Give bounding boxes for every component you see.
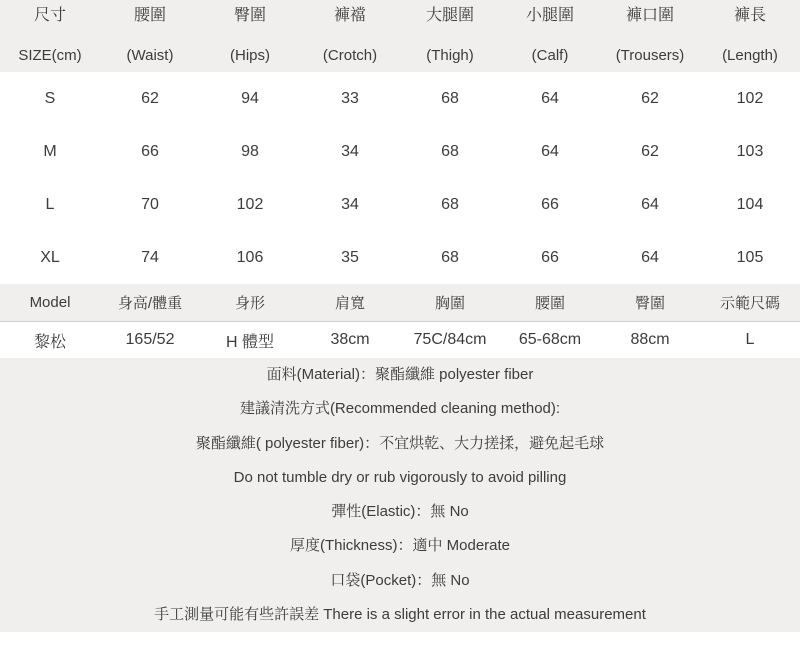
- column-header-zh: 褲口圍: [625, 7, 674, 24]
- size-label: M: [43, 142, 57, 160]
- size-row-m: [0, 125, 800, 178]
- info-line-thickness: 厚度(Thickness)：適中 Moderate: [289, 537, 511, 555]
- model-demo-size: L: [745, 331, 755, 348]
- size-label: S: [44, 89, 56, 107]
- size-row-l: [0, 178, 800, 231]
- info-line-elastic: 彈性(Elastic)：無 No: [331, 503, 469, 521]
- column-header-en: (Calf): [531, 47, 569, 64]
- column-header-en: SIZE(cm): [18, 47, 82, 64]
- size-row-xl: [0, 231, 800, 284]
- model-header-cell: 身形: [234, 295, 265, 312]
- info-line-pocket: 口袋(Pocket)：無 No: [330, 571, 470, 589]
- thigh-value: 68: [441, 142, 459, 160]
- model-value-row: [0, 322, 800, 358]
- column-header-en: (Thigh): [426, 47, 474, 64]
- column-header-en: (Crotch): [322, 47, 378, 64]
- column-header-en: (Length): [722, 47, 778, 64]
- column-header-zh: 尺寸: [33, 7, 66, 24]
- crotch-value: 33: [341, 89, 359, 107]
- hips-value: 94: [241, 89, 259, 107]
- waist-value: 66: [141, 142, 159, 160]
- model-shoulder: 38cm: [330, 331, 370, 348]
- hips-value: 106: [236, 248, 264, 266]
- model-body-type: H 體型: [225, 333, 274, 351]
- length-value: 104: [736, 195, 764, 213]
- model-header-cell: 肩寬: [334, 295, 365, 312]
- thigh-value: 68: [441, 248, 459, 266]
- model-header-cell: 臀圍: [634, 295, 665, 312]
- column-header-thigh: [400, 2, 500, 72]
- column-header-hips: [200, 2, 300, 72]
- waist-value: 62: [141, 89, 159, 107]
- crotch-value: 34: [341, 142, 359, 160]
- column-header-zh: 大腿圍: [425, 7, 474, 24]
- info-line-cleaning-title: 建議清洗方式(Recommended cleaning method):: [239, 400, 561, 418]
- size-label: XL: [40, 248, 60, 266]
- length-value: 102: [736, 89, 764, 107]
- length-value: 105: [736, 248, 764, 266]
- model-header-cell: 示範尺碼: [719, 295, 780, 312]
- waist-value: 70: [141, 195, 159, 213]
- calf-value: 66: [541, 195, 559, 213]
- crotch-value: 35: [341, 248, 359, 266]
- calf-value: 64: [541, 142, 559, 160]
- column-header-length: [700, 2, 800, 72]
- column-header-en: (Trousers): [615, 47, 685, 64]
- trousers-value: 62: [641, 89, 659, 107]
- column-header-en: (Hips): [230, 47, 270, 64]
- column-header-zh: 小腿圍: [525, 7, 574, 24]
- model-name: 黎松: [33, 333, 66, 351]
- column-header-size: [0, 2, 100, 72]
- thigh-value: 68: [441, 89, 459, 107]
- column-header-waist: [100, 2, 200, 72]
- size-label: L: [45, 195, 55, 213]
- model-height-weight: 165/52: [125, 331, 175, 348]
- info-line-cleaning-en: Do not tumble dry or rub vigorously to avoid pilling: [233, 468, 567, 486]
- info-line-material: 面料(Material)：聚酯纖維 polyester fiber: [266, 366, 534, 384]
- info-line-disclaimer: 手工測量可能有些許誤差 There is a slight error in the actual measurement: [154, 605, 646, 623]
- size-table-header-row: [0, 0, 800, 72]
- model-header-row: [0, 284, 800, 322]
- column-header-zh: 臀圍: [233, 7, 266, 24]
- calf-value: 64: [541, 89, 559, 107]
- model-waist: 65-68cm: [518, 331, 582, 348]
- column-header-zh: 腰圍: [133, 7, 166, 24]
- model-header-cell: 身高/體重: [117, 295, 183, 312]
- column-header-zh: 褲襠: [333, 7, 366, 24]
- column-header-trousers: [600, 2, 700, 72]
- trousers-value: 62: [641, 142, 659, 160]
- model-hips: 88cm: [630, 331, 670, 348]
- trousers-value: 64: [641, 248, 659, 266]
- size-row-s: [0, 72, 800, 125]
- column-header-zh: 褲長: [733, 7, 766, 24]
- hips-value: 98: [241, 142, 259, 160]
- model-header-cell: 腰圍: [534, 295, 565, 312]
- waist-value: 74: [141, 248, 159, 266]
- column-header-crotch: [300, 2, 400, 72]
- column-header-en: (Waist): [126, 47, 174, 64]
- length-value: 103: [736, 142, 764, 160]
- thigh-value: 68: [441, 195, 459, 213]
- model-bust: 75C/84cm: [413, 331, 487, 348]
- calf-value: 66: [541, 248, 559, 266]
- info-line-cleaning-zh: 聚酯纖維( polyester fiber)：不宜烘乾、大力搓揉，避免起毛球: [195, 434, 605, 452]
- model-header-cell: 胸圍: [434, 295, 465, 312]
- model-header-cell: Model: [29, 294, 71, 311]
- hips-value: 102: [236, 195, 264, 213]
- column-header-calf: [500, 2, 600, 72]
- trousers-value: 64: [641, 195, 659, 213]
- product-info-section: [0, 358, 800, 632]
- crotch-value: 34: [341, 195, 359, 213]
